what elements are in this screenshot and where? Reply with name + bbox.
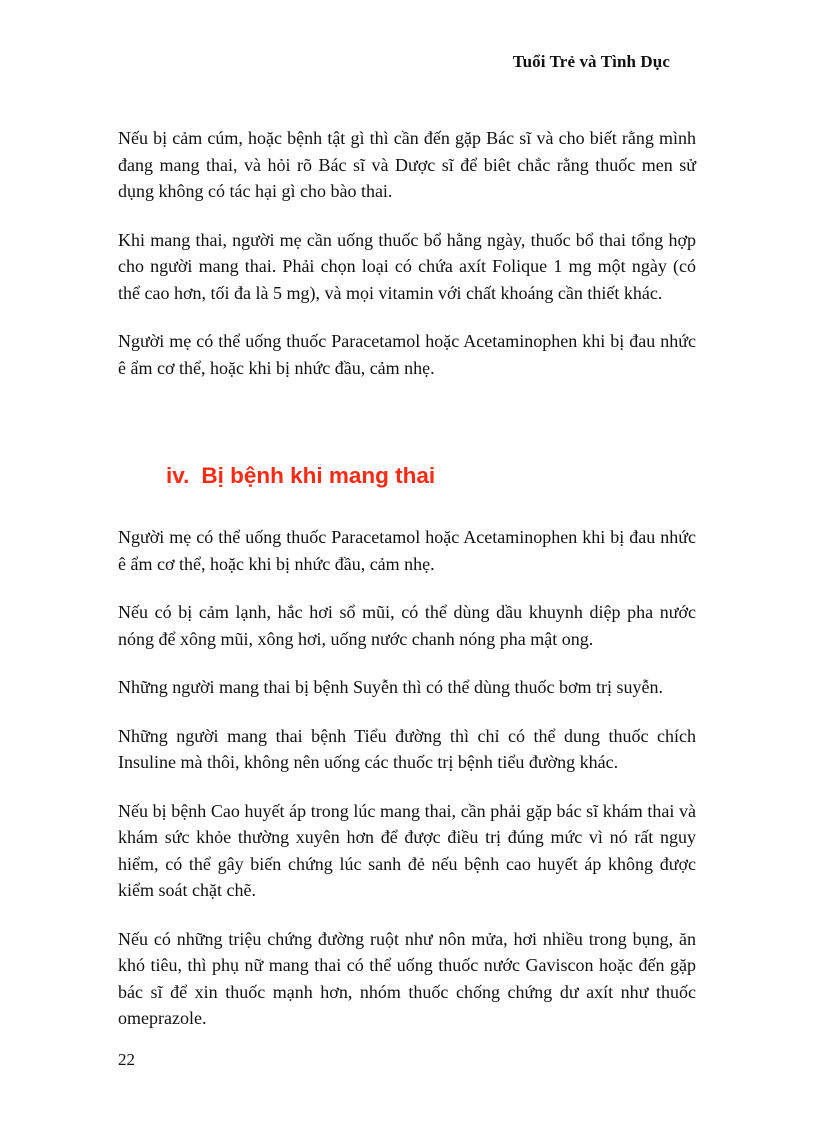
page-content bbox=[118, 125, 696, 1054]
page-number: 22 bbox=[118, 1050, 135, 1069]
paragraph: Nếu có bị cảm lạnh, hắc hơi sổ mũi, có thể dùng dầu khuynh diệp pha nước nóng để xông mũi, xông hơi, uống nước chanh nóng pha mật ong. bbox=[118, 602, 696, 649]
paragraph: Nếu bị cảm cúm, hoặc bệnh tật gì thì cần đến gặp Bác sĩ và cho biết rằng mình đang mang thai, và hỏi rõ Bác sĩ và Dược sĩ để biêt chắc rằng thuốc men sử dụng không có tác hại gì cho bào thai. bbox=[118, 128, 696, 201]
section-number: iv. bbox=[166, 463, 190, 488]
section-heading bbox=[166, 463, 696, 489]
paragraph: Những người mang thai bệnh Tiểu đường thì chỉ có thể dung thuốc chích Insuline mà thôi, không nên uống các thuốc trị bệnh tiểu đường khác. bbox=[118, 725, 696, 772]
paragraph: Khi mang thai, người mẹ cần uống thuốc bổ hằng ngày, thuốc bổ thai tổng hợp cho người mang thai. Phải chọn loại có chứa axít Folique 1 mg một ngày (có thể cao hơn, tối đa là 5 mg), và mọi vitamin với chất khoáng cần thiết khác. bbox=[118, 229, 696, 303]
paragraph: Nếu bị bệnh Cao huyết áp trong lúc mang thai, cần phải gặp bác sĩ khám thai và khám sức khỏe thường xuyên hơn để được điều trị đúng mức vì nó rất nguy hiểm, có thể gây biến chứng lúc sanh đẻ nếu bệnh cao huyết áp không được kiểm soát chặt chẽ. bbox=[118, 800, 696, 900]
paragraph: Nếu có những triệu chứng đường ruột như nôn mửa, hơi nhiều trong bụng, ăn khó tiêu, thì phụ nữ mang thai có thể uống thuốc nước Gaviscon hoặc đến gặp bác sĩ để xin thuốc mạnh hơn, nhóm thuốc chống chứng dư axít như thuốc omeprazole. bbox=[118, 928, 696, 1028]
paragraph: Người mẹ có thể uống thuốc Paracetamol hoặc Acetaminophen khi bị đau nhức ê ẩm cơ thể, hoặc khi bị nhức đầu, cảm nhẹ. bbox=[118, 527, 696, 574]
section-title: Bị bệnh khi mang thai bbox=[201, 463, 436, 488]
paragraph: Những người mang thai bị bệnh Suyễn thì có thể dùng thuốc bơm trị suyễn. bbox=[118, 677, 663, 697]
paragraph: Người mẹ có thể uống thuốc Paracetamol hoặc Acetaminophen khi bị đau nhức ê ẩm cơ thể, hoặc khi bị nhức đầu, cảm nhẹ. bbox=[118, 331, 696, 378]
running-header-title: Tuổi Trẻ và Tình Dục bbox=[512, 52, 670, 71]
